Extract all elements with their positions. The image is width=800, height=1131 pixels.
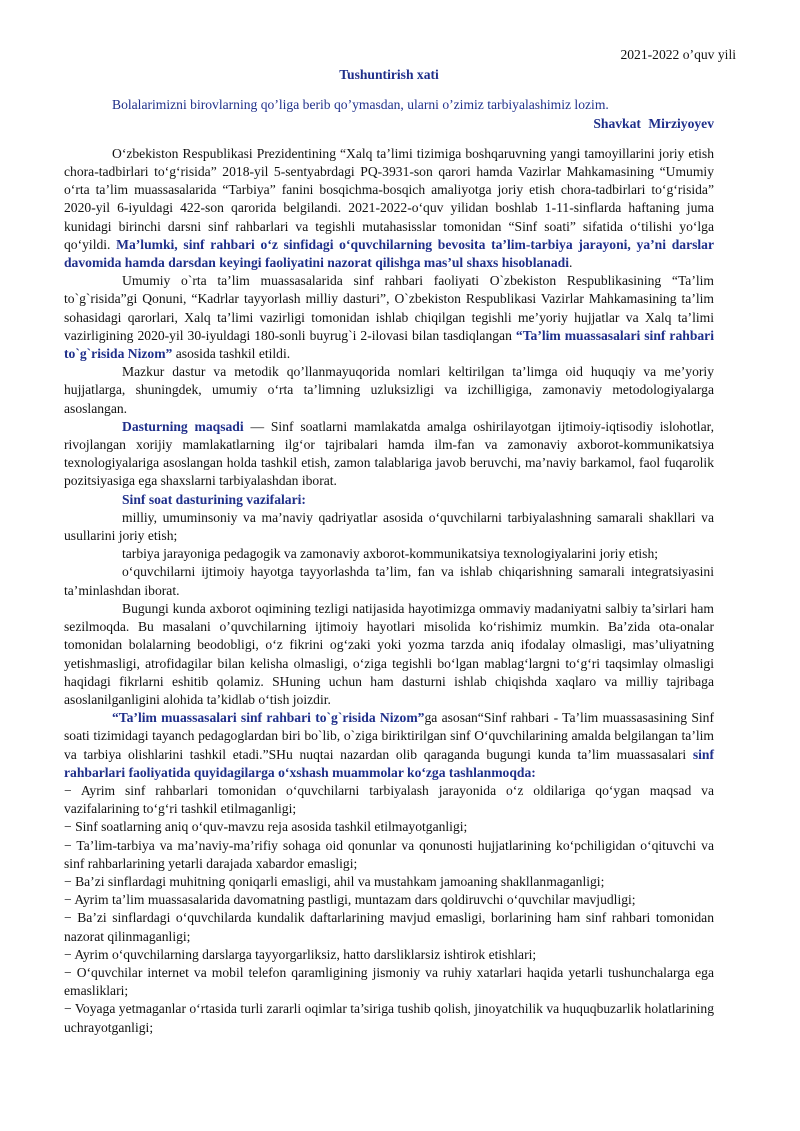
- academic-year: 2021-2022 o’quv yili: [620, 47, 736, 62]
- epigraph-author: Shavkat Mirziyoyev: [593, 115, 714, 131]
- paragraph-legal-basis-end: asosida tashkil etildi.: [172, 346, 291, 362]
- document-title: Tushuntirish xati: [339, 67, 439, 83]
- paragraph-intro-bold: Ma’lumki, sinf rahbari o‘z sinfidagi o‘quvchilarning bevosita ta’lim-tarbiya jarayoni, ya’ni darslar davomida hamda darsdan keyingi faoliyatini nazorat qilishga mas’ul shaxs hisoblanadi: [64, 236, 714, 271]
- paragraph-intro-text: O‘zbekiston Respublikasi Prezidentining “Xalq ta’limi tizimiga boshqaruvning yangi tamoyillarini joriy etish chora-tadbirlari to‘g‘risida” 2018-yil 5-sentyabrdagi PQ-3931-son qarori hamda Vazirlar Mahkamasining “Umumiy o‘rta ta’lim muassasalarida “Tarbiya” fanini bosqichma-bosqich amaliyotga joriy etish chora-tadbirlari to‘g‘risida” 2020-yil 6-iyuldagi 422-son qarorida belgilandi. 2021-2022-o‘quv yilidan boshlab 1-11-sinflarda haftaning juma kunidagi birinchi darsni sinf rahbarlari va tegishli mutahasisslar tomonidan “Sinf soati” sifatida o‘tilishi yo‘lga qo‘yildi.: [64, 145, 714, 252]
- problem-item: − Voyaga yetmaganlar o‘rtasida turli zararli oqimlar ta’siriga tushib qolish, jinoyatchilik va huquqbuzarlik holatlarining uchrayotganligi;: [64, 1001, 714, 1035]
- paragraph-legal-basis-text: Umumiy o`rta ta’lim muassasalarida sinf rahbari faoliyati O`zbekiston Respublikasining “Ta’lim to`g`risida”gi Qonuni, “Kadrlar tayyorlash milliy dasturi”, O`zbekiston Respublikasi Vazirlar Mahkamasining ta’lim sohasidagi qarorlari, Xalq ta’limi vazirligi tomonidan ishlab chiqilgan tegishli me’yoriy hujjatlar va Xalq ta’limi vazirligining 2020-yil 30-iyuldagi 180-sonli buyrug`i 2-ilovasi bilan tasdiqlangan: [64, 273, 714, 343]
- problem-item: − Ayrim ta’lim muassasalarida davomatning pastligi, muntazam dars qoldiruvchi o‘quvchilar mavjudligi;: [64, 892, 636, 908]
- problem-item: − Sinf soatlarning aniq o‘quv-mavzu reja asosida tashkil etilmayotganligi;: [64, 819, 468, 835]
- paragraph-intro-end: .: [568, 255, 573, 271]
- paragraph-legal-basis: [64, 272, 714, 363]
- paragraph-media-impact: Bugungi kunda axborot oqimining tezligi natijasida hayotimizga ommaviy madaniyatni salbiy ta’sirlari ham sezilmoqda. Bu masalani o’quvchilarning ijtimoiy hayotlari misolida ko‘rishimiz mumkin. Ba’zida ota-onalar tomonidan bolalarning beodobligi, o‘z fikrini og‘zaki yoki yozma tarzda aniq ifodalay olmasligi, mas’uliyatning yetishmasligi, atrofidagilar bilan kelisha olmasligi, o‘ziga tegishli bo‘lgan mablag‘largni to‘g‘ri taqsimlay olmasligi haqidagi fikrlarni eshitib qolamiz. SHuning uchun ham dasturni ishlab chiqishda xaqlaro va milliy tajribaga asoslanilganligini alohida ta’kidlab o‘tish joizdir.: [64, 600, 714, 707]
- paragraph-regulation-bold-end: sinf rahbarlari faoliyatida quyidagilarga o‘xshash muammolar ko‘zga tashlanmoqda:: [64, 746, 714, 780]
- problem-item: − Ba’zi sinflardagi muhitning qoniqarli emasligi, ahil va mustahkam jamoaning shakllanmaganligi;: [64, 873, 605, 889]
- paragraph-methodology: Mazkur dastur va metodik qo’llanmayuqorida nomlari keltirilgan ta’limga oid huquqiy va me’yoriy hujjatlarga, shuningdek, umumiy o‘rta ta’limning uzluksizligi va izchilligiga, zamonaviy metodologiyalarga asoslangan.: [64, 364, 714, 416]
- problem-item: − Ba’zi sinflardagi o‘quvchilarda kundalik daftarlarining mavjud emasligi, borlarining ham sinf rahbari tomonidan nazorat qilinmaganligi;: [64, 910, 714, 944]
- problem-item: − Ta’lim-tarbiya va ma’naviy-ma’rifiy sohaga oid qonunlar va qonunosti hujjatlarining ko‘pchiligidan o‘qituvchi va sinf rahbarlarining yetarli darajada xabardor emasligi;: [64, 837, 714, 871]
- paragraph-regulation-bold: “Ta’lim muassasalari sinf rahbari to`g`risida Nizom”: [112, 710, 425, 726]
- paragraph-regulation-text: ga asosan“Sinf rahbari - Ta’lim muassasasining Sinf soati tizimidagi tayanch pedagoglardan biri bo`lib, o`ziga biriktirilgan sinf O‘quvchilarining amalda belgilangan ta’lim va tarbiya olishlarini tashkil etadi.”SHu nuqtai nazardan olib qaraganda bugungi kunda ta’lim muassasalari: [64, 710, 714, 762]
- task-item-1: milliy, umuminsoniy va ma’naviy qadriyatlar asosida o‘quvchilarni tarbiyalashning samarali shakllari va usullarini joriy etish;: [64, 509, 714, 544]
- problem-item: − O‘quvchilar internet va mobil telefon qaramligining jismoniy va ruhiy xatarlari haqida yetarli tushunchalarga ega emasliklari;: [64, 964, 714, 999]
- tasks-heading: Sinf soat dasturining vazifalari:: [122, 491, 306, 507]
- problem-item: − Ayrim sinf rahbarlari tomonidan o‘quvchilarni tarbiyalash jarayonida o‘z oldilariga qo‘ygan maqsad va vazifalarining to‘g‘ri tashkil etilmaganligi;: [64, 782, 714, 817]
- problem-item: − Ayrim o‘quvchilarning darslarga tayyorgarliksiz, hatto darsliklarsiz ishtirok etishlari;: [64, 946, 537, 962]
- paragraph-goal: [64, 418, 714, 491]
- paragraph-goal-text: — Sinf soatlarni mamlakatda amalga oshirilayotgan ijtimoiy-iqtisodiy islohotlar, rivojlangan xorijiy mamlakatlarning ilg‘or tajribalari hamda ilm-fan va zamonaviy axborot-kommunikatsiya texnologiyalariga asoslangan holda tashkil etish, zamon talablariga javob beruvchi, ma’naviy barkamol, faol fuqarolik pozitsiyasiga ega shaxslarni tarbiyalashdan iborat.: [64, 418, 714, 489]
- paragraph-intro: [64, 145, 714, 272]
- epigraph-quote: Bolalarimizni birovlarning qo’liga berib qo’ymasdan, ularni o’zimiz tarbiyalashimiz lozim.: [112, 97, 609, 113]
- task-item-3: o‘quvchilarni ijtimoiy hayotga tayyorlashda ta’lim, fan va ishlab chiqarishning samarali integratsiyasini ta’minlashdan iborat.: [64, 564, 714, 598]
- paragraph-legal-basis-bold: “Ta’lim muassasalari sinf rahbari to`g`risida Nizom”: [64, 327, 714, 362]
- paragraph-regulation: [64, 709, 714, 782]
- paragraph-goal-bold: Dasturning maqsadi: [122, 418, 244, 434]
- task-item-2: tarbiya jarayoniga pedagogik va zamonaviy axborot-kommunikatsiya texnologiyalarini joriy etish;: [122, 546, 659, 562]
